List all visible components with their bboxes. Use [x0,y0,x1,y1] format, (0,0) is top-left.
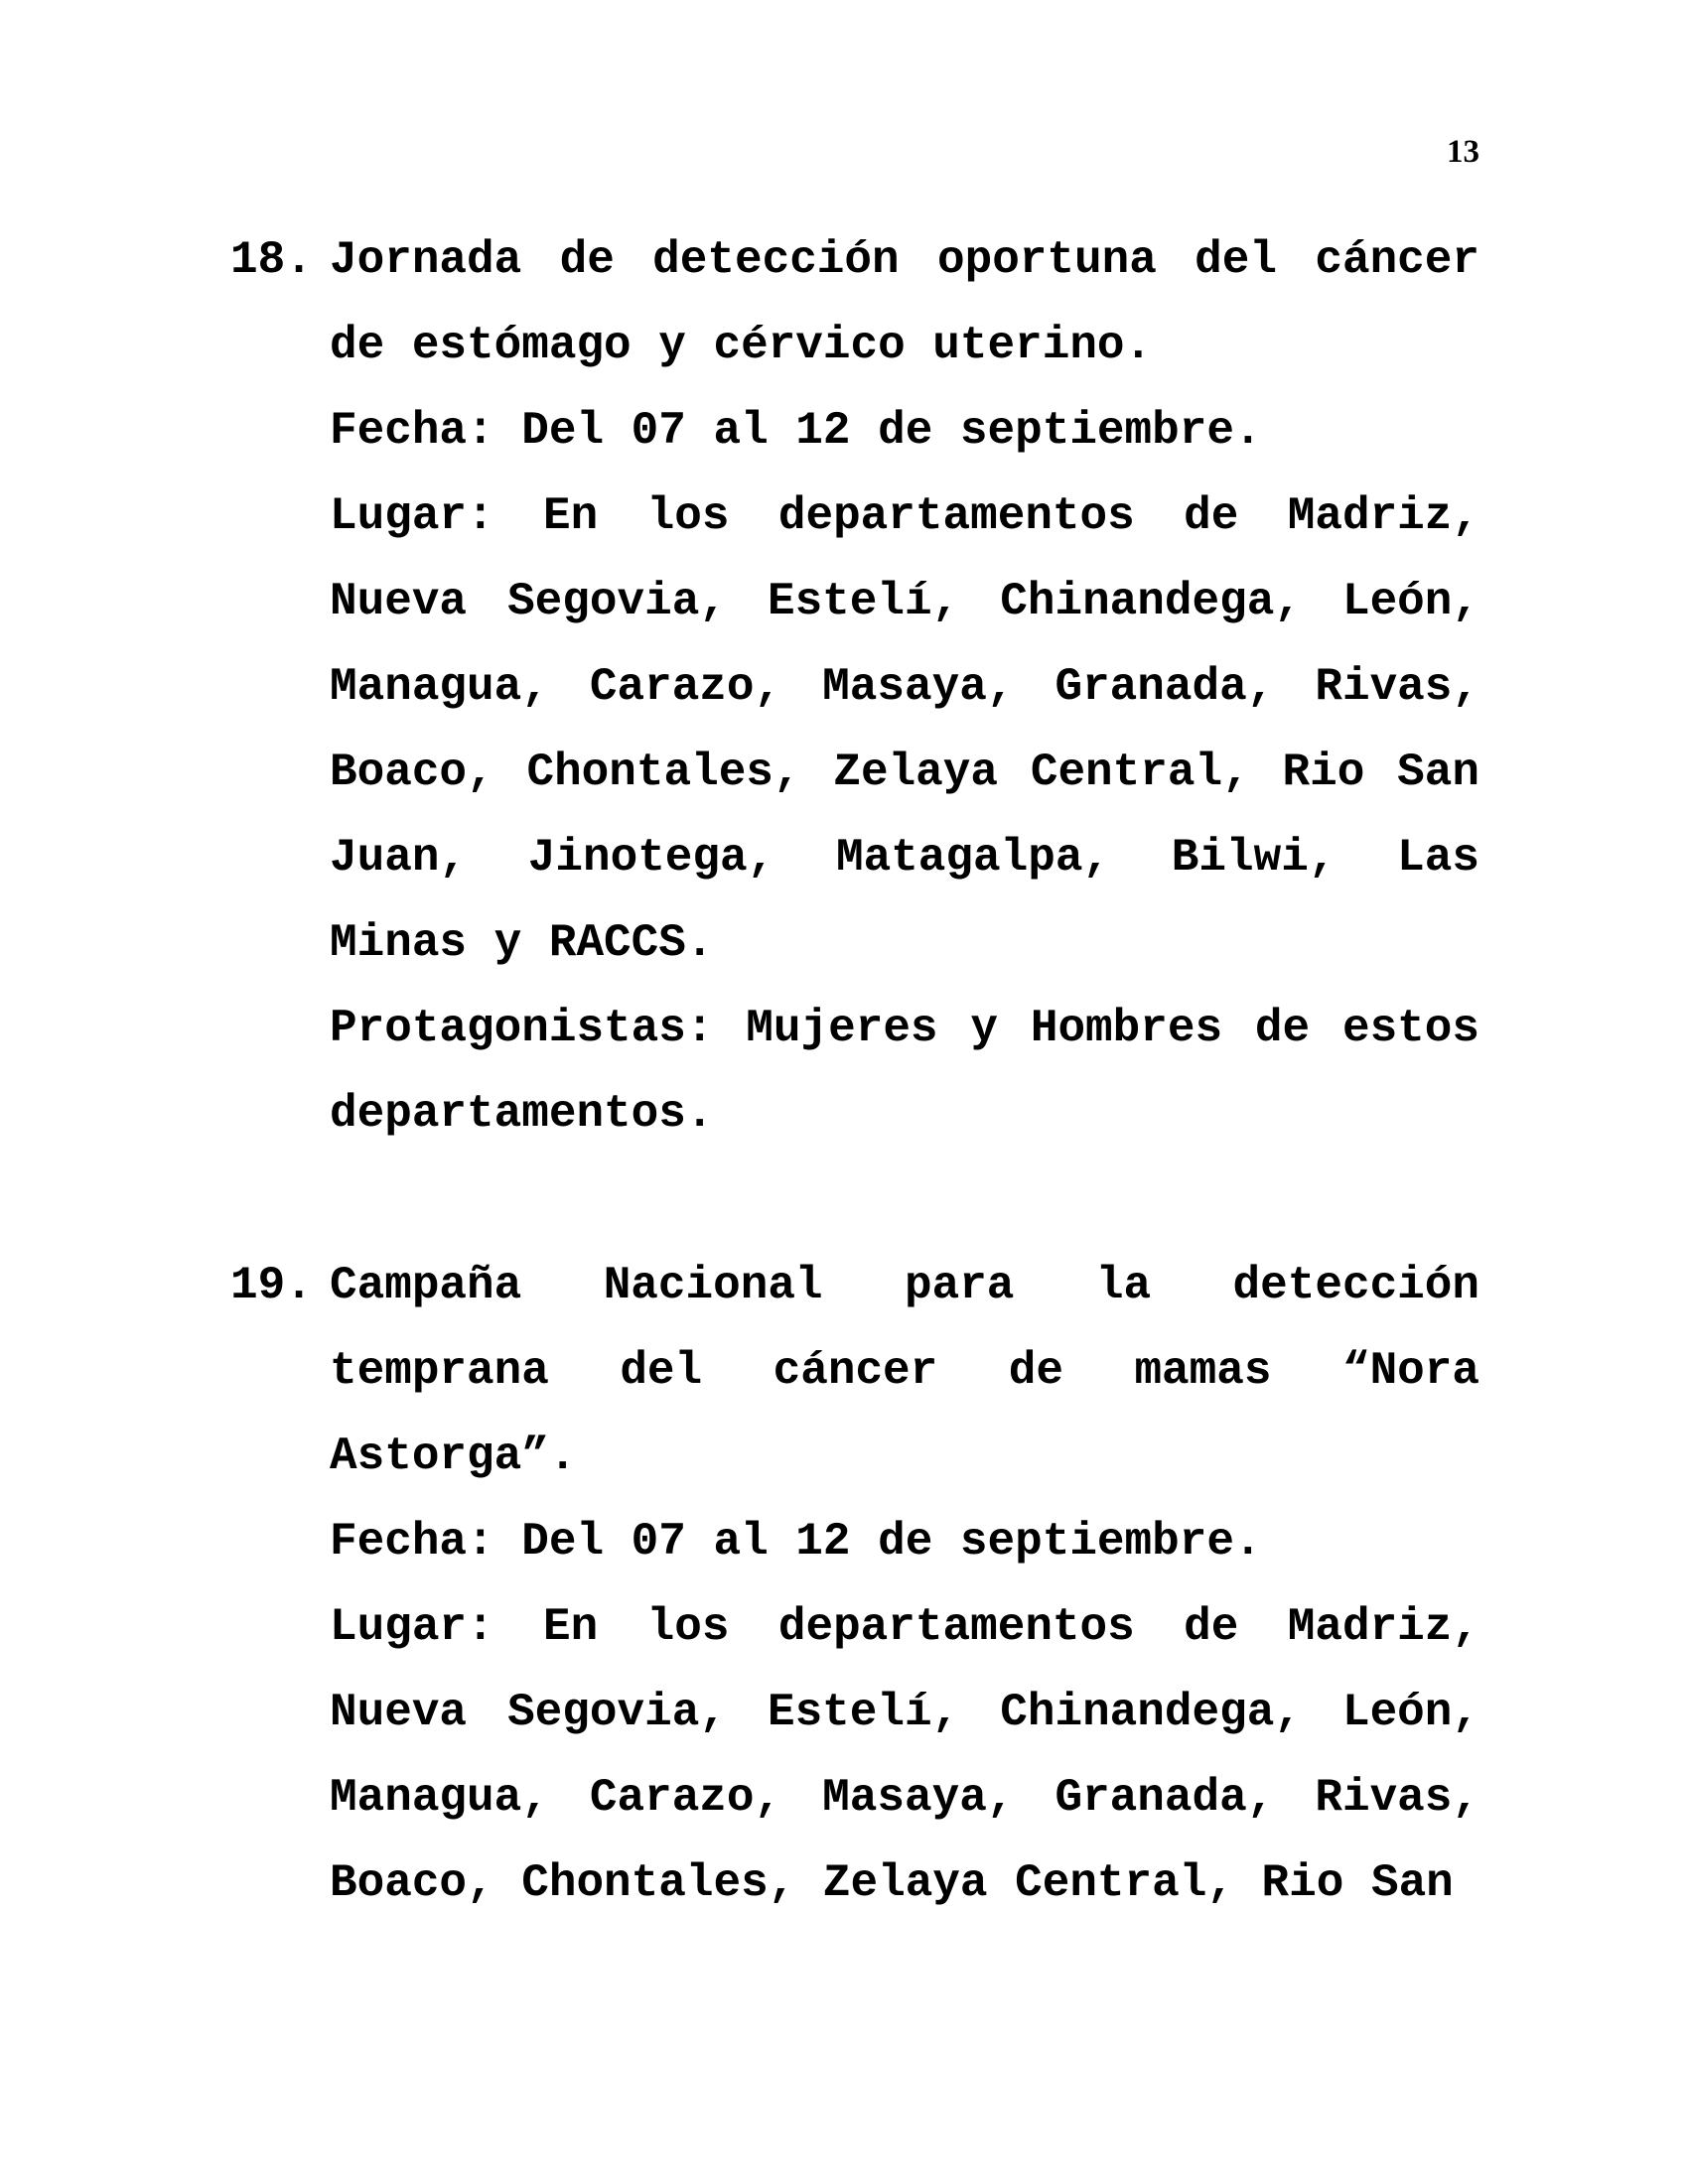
item-title: Campaña Nacional para la detección temprana del cáncer de mamas “Nora Astorga”. [330,1260,1479,1482]
item-protagonists: Protagonistas: Mujeres y Hombres de estos departamentos. [330,1003,1479,1140]
item-body [330,217,1479,1157]
item-body [330,1243,1479,1926]
page-number: 13 [1447,134,1479,170]
item-number: 19. [230,1260,313,1311]
item-title: Jornada de detección oportuna del cáncer de estómago y cérvico uterino. [330,234,1479,371]
item-location: Lugar: En los departamentos de Madriz, Nueva Segovia, Estelí, Chinandega, León, Managua, Carazo, Masaya, Granada, Rivas, Boaco, Chontales, Zelaya Central, Rio San [330,1601,1479,1909]
item-date: Fecha: Del 07 al 12 de septiembre. [330,1516,1262,1568]
item-date: Fecha: Del 07 al 12 de septiembre. [330,405,1262,457]
item-location: Lugar: En los departamentos de Madriz, Nueva Segovia, Estelí, Chinandega, León, Managua, Carazo, Masaya, Granada, Rivas, Boaco, Chontales, Zelaya Central, Rio San Juan, Jinotega, Matagalpa, Bilwi, Las Minas y RACCS. [330,490,1479,969]
list-item [230,1243,1479,1926]
list-item [230,217,1479,1157]
item-number: 18. [230,234,313,286]
